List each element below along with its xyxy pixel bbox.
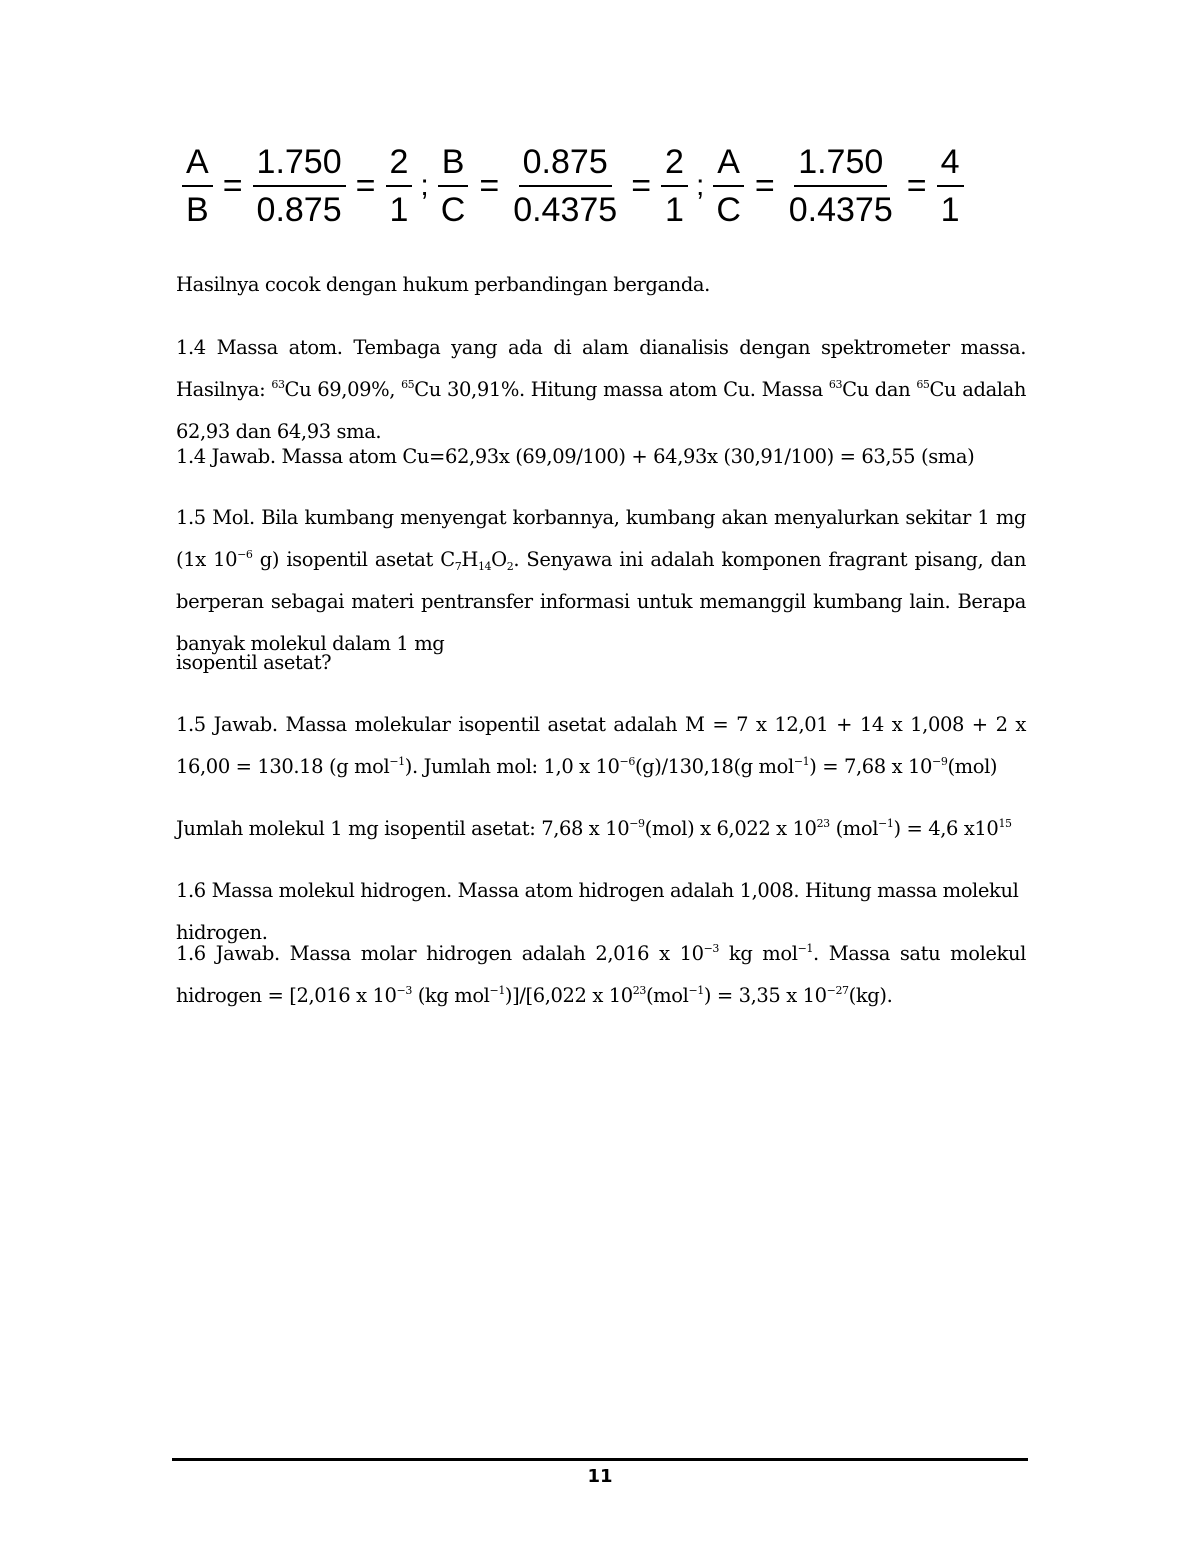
text-run: ) = 3,35 x 10 <box>703 984 827 1007</box>
superscript: −1 <box>389 755 405 768</box>
superscript: 65 <box>401 378 415 391</box>
problem-1-5-paragraph <box>176 497 1026 665</box>
subscript: 14 <box>477 560 492 573</box>
text-run: O <box>491 548 507 571</box>
fraction-a-over-b <box>182 145 213 227</box>
footer-rule <box>172 1458 1028 1461</box>
subscript: 7 <box>454 560 462 573</box>
text-run: (mol) <box>947 755 998 778</box>
text-run: ) = 4,6 x10 <box>893 817 999 840</box>
fraction-numerator: B <box>438 145 469 187</box>
text-run: (kg mol <box>411 984 490 1007</box>
text-run: (mol <box>829 817 879 840</box>
fraction-a-over-c <box>712 145 745 227</box>
fraction-denominator: 1 <box>940 191 960 229</box>
fraction-denominator: B <box>186 191 209 229</box>
superscript: 23 <box>632 984 646 997</box>
fraction-b-over-c <box>437 145 470 227</box>
conclusion-paragraph: Hasilnya cocok dengan hukum perbandingan berganda. <box>176 273 710 296</box>
fraction-numerator: 4 <box>937 145 964 187</box>
text-run: (mol <box>645 984 689 1007</box>
superscript: 63 <box>828 378 843 391</box>
superscript: 15 <box>998 817 1012 830</box>
equals-sign: = <box>754 167 775 205</box>
fraction-numerator: 0.875 <box>519 145 612 187</box>
text-run: Cu 30,91%. Hitung massa atom Cu. Massa <box>414 378 829 401</box>
fraction-denominator: 1 <box>665 191 684 229</box>
page-number: 11 <box>587 1466 613 1487</box>
superscript: −27 <box>826 984 849 997</box>
fraction-numerator: 2 <box>386 145 413 187</box>
fraction-denominator: 0.875 <box>256 191 342 229</box>
text-run: H <box>461 548 478 571</box>
superscript: −1 <box>793 755 810 768</box>
fraction-denominator: 0.4375 <box>788 191 893 229</box>
superscript: 65 <box>916 378 930 391</box>
text-run: 1.5 Mol. Bila kumbang menyengat korbannya, kumbang akan menyalurkan sekitar 1 mg (1x 10 <box>176 506 1026 571</box>
text-run: 1.4 Massa atom. Tembaga yang ada di alam dianalisis dengan spektrometer massa. Hasilnya: <box>176 336 1026 401</box>
equals-sign: = <box>222 167 243 205</box>
text-run: ) = 7,68 x 10 <box>809 755 933 778</box>
fraction-ratio <box>661 145 688 227</box>
text-run: Cu 69,09%, <box>284 378 402 401</box>
fraction-ratio <box>937 145 964 227</box>
text-run: 1.5 Jawab. Massa molekular isopentil asetat adalah M = 7 x 12,01 + 14 x 1,008 + 2 x 16,00 = 130.18 (g mol <box>176 713 1026 778</box>
fraction-numerator: 1.750 <box>253 145 346 187</box>
equals-sign: = <box>479 167 500 205</box>
fraction-denominator: 1 <box>389 191 409 229</box>
text-run: kg mol <box>719 942 798 965</box>
equals-sign: = <box>355 167 376 205</box>
equals-sign: = <box>906 167 927 205</box>
answer-1-6-paragraph <box>176 933 1026 1017</box>
text-run: 1.6 Jawab. Massa molar hidrogen adalah 2,016 x 10 <box>176 942 704 965</box>
fraction-denominator: C <box>716 191 741 229</box>
text-run: Cu adalah 62,93 dan 64,93 sma. <box>176 378 1027 443</box>
separator: ; <box>420 169 429 202</box>
fraction-ratio <box>386 145 413 227</box>
fraction-numerator: 1.750 <box>794 145 887 187</box>
problem-1-4-paragraph <box>176 327 1026 453</box>
fraction-value <box>785 145 897 227</box>
fraction-value <box>509 145 621 227</box>
text-run: (mol) x 6,022 x 10 <box>644 817 817 840</box>
problem-1-5-continuation: isopentil asetat? <box>176 651 332 674</box>
superscript: −3 <box>396 984 412 997</box>
text-run: Cu dan <box>842 378 917 401</box>
superscript: −1 <box>878 817 894 830</box>
superscript: 63 <box>271 378 285 391</box>
superscript: −3 <box>703 942 720 955</box>
superscript: −1 <box>489 984 505 997</box>
subscript: 2 <box>506 560 514 573</box>
superscript: −6 <box>237 548 253 561</box>
fraction-denominator: C <box>440 191 466 229</box>
text-run: (kg). <box>848 984 893 1007</box>
separator: ; <box>695 169 705 202</box>
fraction-value <box>253 145 346 227</box>
fraction-numerator: A <box>182 145 213 187</box>
text-run: ). Jumlah mol: 1,0 x 10 <box>404 755 620 778</box>
molecule-count-paragraph <box>176 808 1026 850</box>
superscript: −9 <box>629 817 645 830</box>
text-run: (g)/130,18(g mol <box>634 755 794 778</box>
superscript: −9 <box>932 755 948 768</box>
answer-1-4-paragraph: 1.4 Jawab. Massa atom Cu=62,93x (69,09/100) + 64,93x (30,91/100) = 63,55 (sma) <box>176 445 975 468</box>
text-run: . Senyawa ini adalah komponen fragrant pisang, dan berperan sebagai materi pentransfer informasi untuk memanggil kumbang lain. Berapa banyak molekul dalam 1 mg <box>176 548 1026 655</box>
answer-1-5-paragraph <box>176 704 1026 788</box>
superscript: −1 <box>688 984 704 997</box>
fraction-denominator: 0.4375 <box>513 191 618 229</box>
equals-sign: = <box>631 167 652 205</box>
superscript: 23 <box>816 817 830 830</box>
superscript: −1 <box>797 942 813 955</box>
superscript: −6 <box>619 755 635 768</box>
ratio-equation <box>178 140 996 232</box>
text-run: . Massa satu molekul hidrogen = [2,016 x 10 <box>176 942 1026 1007</box>
text-run: g) isopentil asetat C <box>252 548 455 571</box>
problem-1-6-paragraph: 1.6 Massa molekul hidrogen. Massa atom hidrogen adalah 1,008. Hitung massa molekul hidrogen. <box>176 879 1019 944</box>
fraction-numerator: A <box>713 145 744 187</box>
fraction-numerator: 2 <box>661 145 688 187</box>
text-run: )]/[6,022 x 10 <box>504 984 633 1007</box>
text-run: Jumlah molekul 1 mg isopentil asetat: 7,68 x 10 <box>176 817 630 840</box>
